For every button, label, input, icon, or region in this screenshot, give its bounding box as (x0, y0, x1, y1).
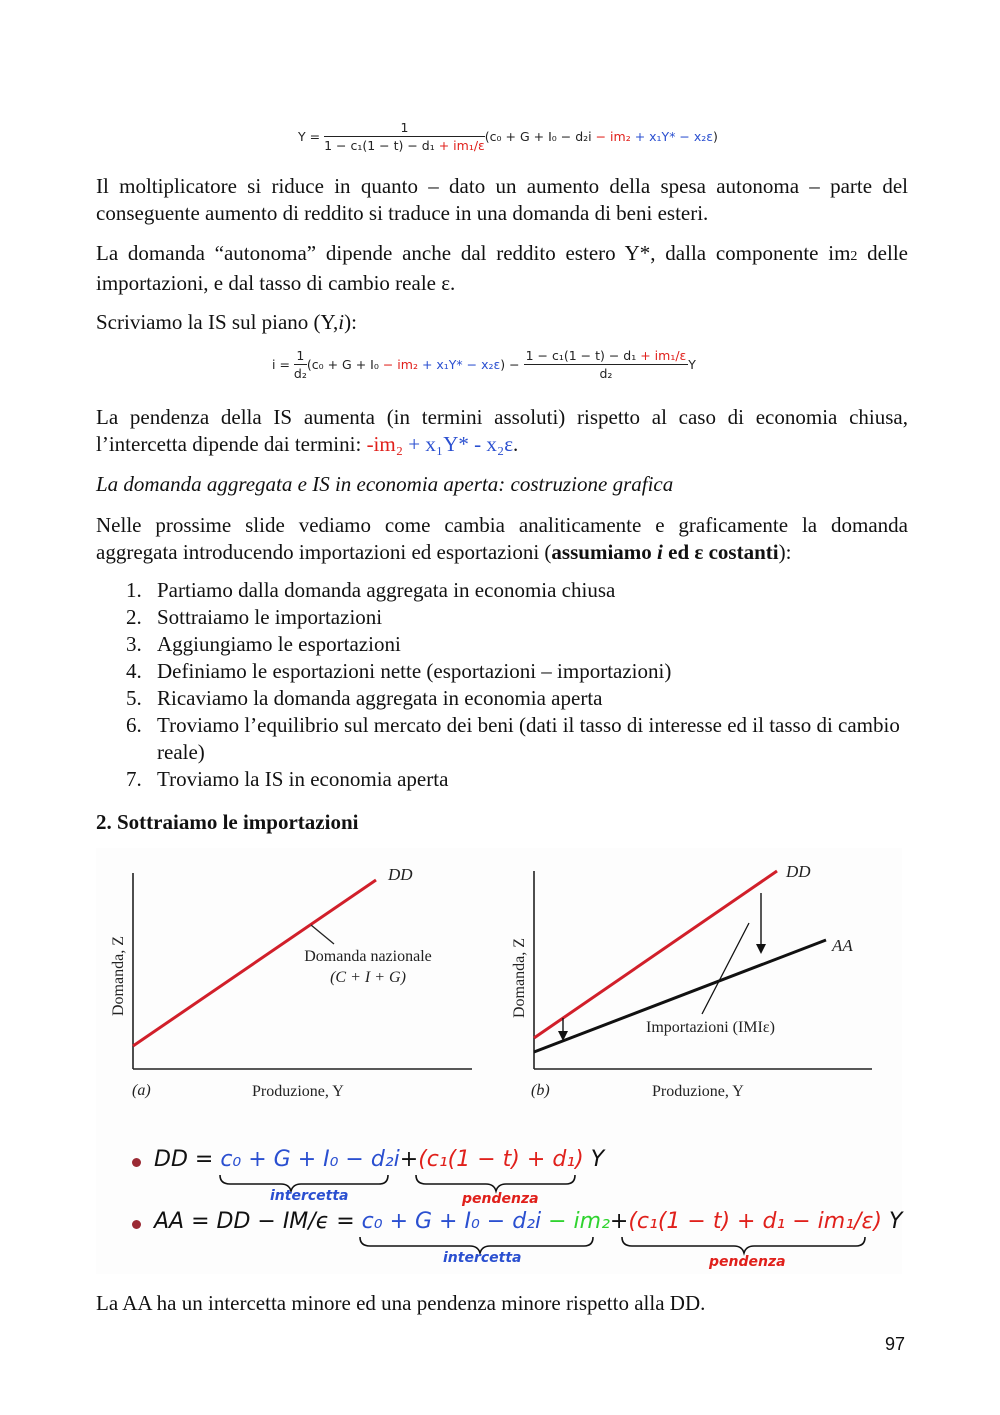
eq-aa-plus: + (609, 1209, 629, 1234)
formula-is-paren-blue: + x₁Y* − x₂ε (421, 357, 501, 372)
formula-y-paren-black: (c₀ + G + I₀ − d₂i (484, 129, 592, 144)
formula-is-paren-black: (c₀ + G + I₀ (306, 357, 379, 372)
graph-b-panel-label: (b) (531, 1082, 550, 1099)
formula-y-paren-red: − im₂ (595, 129, 631, 144)
graph-a-ylabel: Domanda, Z (110, 936, 127, 1016)
list-item-number: 2. (126, 605, 142, 629)
graph-a-annot-2: (C + I + G) (330, 969, 406, 986)
formula-is-num2-black: 1 − c₁(1 − t) − d₁ (525, 348, 637, 363)
label-aa-intercetta: intercetta (443, 1250, 522, 1266)
eq-dd-intercept: c₀ + G + I₀ − d₂i (220, 1147, 400, 1172)
formula-is-num2-red: + im₁/ε (640, 348, 687, 363)
list-item-text: Troviamo la IS in economia aperta (157, 767, 449, 791)
eq-dd-slope: (c₁(1 − t) + d₁) (418, 1147, 584, 1172)
paragraph-is-slope (96, 404, 908, 458)
graph-a-xlabel: Produzione, Y (252, 1083, 344, 1100)
graph-a-annot-1: Domanda nazionale (304, 948, 432, 965)
formula-y-paren-blue: + x₁Y* − x₂ε (634, 129, 714, 144)
formula-is-paren (307, 357, 520, 372)
formula-is-den2: d₂ (599, 366, 613, 381)
eq-aa-im2: − im₂ (548, 1209, 610, 1234)
bullet-aa (132, 1220, 141, 1229)
eq-aa-slope: (c₁(1 − t) + d₁ − im₁/ε) (628, 1209, 882, 1234)
para3-a: Scriviamo la IS sul piano (Y, (96, 310, 339, 334)
formula-is-frac1 (294, 348, 307, 381)
para5-bold-b: ed ε costanti (662, 540, 779, 564)
label-dd-pendenza: pendenza (462, 1191, 539, 1207)
graph-b-xlabel: Produzione, Y (652, 1083, 744, 1100)
list-item (96, 712, 908, 766)
list-item-number: 6. (126, 713, 142, 737)
bullet-dd (132, 1158, 141, 1167)
closing-sentence: La AA ha un intercetta minore ed una pendenza minore rispetto alla DD. (96, 1291, 706, 1315)
para2-b: delle importazioni, e dal tasso di cambio reale ε. (96, 241, 908, 295)
para2-sub: 2 (850, 249, 858, 264)
list-item-text: Partiamo dalla domanda aggregata in economia chiusa (157, 578, 616, 602)
para3-b: ): (344, 310, 357, 334)
list-item (96, 604, 908, 631)
eq-dd-plus: + (399, 1147, 419, 1172)
list-item (96, 685, 908, 712)
list-item-number: 3. (126, 632, 142, 656)
paragraph-autonomous-demand (96, 240, 908, 297)
formula-y-num: 1 (324, 120, 485, 137)
paragraph-multiplier: Il moltiplicatore si riduce in quanto – dato un aumento della spesa autonoma – parte del conseguente aumento di reddito si traduce in una domanda di beni esteri. (96, 174, 908, 225)
formula-y-den (324, 137, 485, 153)
graph-b-annot-pointer (702, 923, 749, 1014)
list-item (96, 658, 908, 685)
list-item-number: 7. (126, 767, 142, 791)
graph-a (110, 865, 472, 1100)
formula-y-paren-close: ) (713, 129, 718, 144)
graphs-svg (96, 848, 902, 1118)
formula-is-frac2 (524, 348, 689, 381)
para4-end: . (513, 432, 519, 456)
para2-a: La domanda “autonoma” dipende anche dal reddito estero Y*, dalla componente im (96, 241, 851, 265)
formula-y (298, 120, 718, 153)
paragraph-is-plane (96, 309, 908, 336)
list-item (96, 766, 908, 793)
brace-dd-slope (416, 1175, 575, 1191)
graph-a-panel-label: (a) (132, 1082, 151, 1099)
eq-dd-tail: Y (590, 1147, 605, 1172)
list-item (96, 577, 908, 604)
list-item (96, 631, 908, 658)
italic-heading: La domanda aggregata e IS in economia aperta: costruzione grafica (96, 472, 674, 496)
formula-is-paren-close: ) − (500, 357, 520, 372)
formula-is-lhs: i = (272, 357, 290, 372)
para4-red: -im₂ (366, 432, 404, 456)
graph-b-ylabel: Domanda, Z (511, 938, 528, 1018)
list-item-number: 1. (126, 578, 142, 602)
para4-blue: + x₁Y* - x₂ε (403, 432, 514, 456)
para5-end: ): (778, 540, 792, 564)
formula-y-paren (485, 129, 718, 144)
figure-panel (96, 848, 902, 1274)
section-heading: 2. Sottraiamo le importazioni (96, 810, 359, 834)
formula-is-num2 (524, 348, 689, 365)
list-item-text: Aggiungiamo le esportazioni (157, 632, 401, 656)
graph-b-arrow-right-head (756, 944, 766, 954)
formula-y-den-black: 1 − c₁(1 − t) − d₁ (324, 138, 435, 153)
formula-is-tail: Y (688, 357, 696, 372)
eq-aa-tail: Y (888, 1209, 903, 1234)
graph-a-dd-label: DD (388, 865, 413, 884)
graph-b-dd-line (534, 871, 777, 1038)
paragraph-next-slides (96, 512, 908, 566)
para4-a: La pendenza della IS aumenta (in termini assoluti) rispetto al caso di economia chiusa, l’intercetta dipende dai termini: (96, 405, 908, 456)
formula-y-lhs: Y = (298, 129, 321, 144)
list-item-number: 4. (126, 659, 142, 683)
eq-aa-intercept: c₀ + G + I₀ − d₂i (361, 1209, 542, 1234)
graph-b (511, 862, 872, 1100)
graph-a-annot-pointer (311, 925, 334, 944)
list-item-text: Ricaviamo la domanda aggregata in economia aperta (157, 686, 603, 710)
list-item-text: Troviamo l’equilibrio sul mercato dei beni (dati il tasso di interesse ed il tasso di cambio reale) (157, 713, 900, 764)
para5-a: Nelle prossime slide vediamo come cambia analiticamente e graficamente la domanda aggregata introducendo importazioni ed esportazioni ( (96, 513, 908, 564)
para3-i: i (338, 310, 345, 334)
equation-dd (154, 1147, 604, 1172)
list-item-number: 5. (126, 686, 142, 710)
brace-aa-slope (622, 1237, 865, 1253)
steps-list (96, 577, 908, 793)
graph-b-dd-label: DD (786, 862, 811, 881)
eq-aa-lhs: AA = DD − IM/ϵ = (154, 1209, 355, 1234)
formula-is (272, 348, 696, 381)
formula-is-den1: d₂ (293, 366, 307, 381)
para5-bold: assumiamo (551, 540, 658, 564)
label-aa-pendenza: pendenza (709, 1254, 786, 1270)
formula-y-den-red: + im₁/ε (438, 138, 485, 153)
label-dd-intercetta: intercetta (270, 1188, 349, 1204)
equation-aa (154, 1209, 902, 1234)
graph-b-aa-label: AA (832, 936, 853, 955)
list-item-text: Sottraiamo le importazioni (157, 605, 383, 629)
formula-y-fraction (324, 120, 485, 153)
page-number: 97 (884, 1334, 905, 1354)
eq-dd-lhs: DD = (154, 1147, 214, 1172)
graph-b-annot: Importazioni (IMIε) (646, 1019, 775, 1036)
list-item-text: Definiamo le esportazioni nette (esportazioni – importazioni) (157, 659, 672, 683)
formula-is-paren-red: − im₂ (382, 357, 418, 372)
formula-is-num1: 1 (294, 348, 307, 365)
para5-bold-i: i (657, 540, 663, 564)
